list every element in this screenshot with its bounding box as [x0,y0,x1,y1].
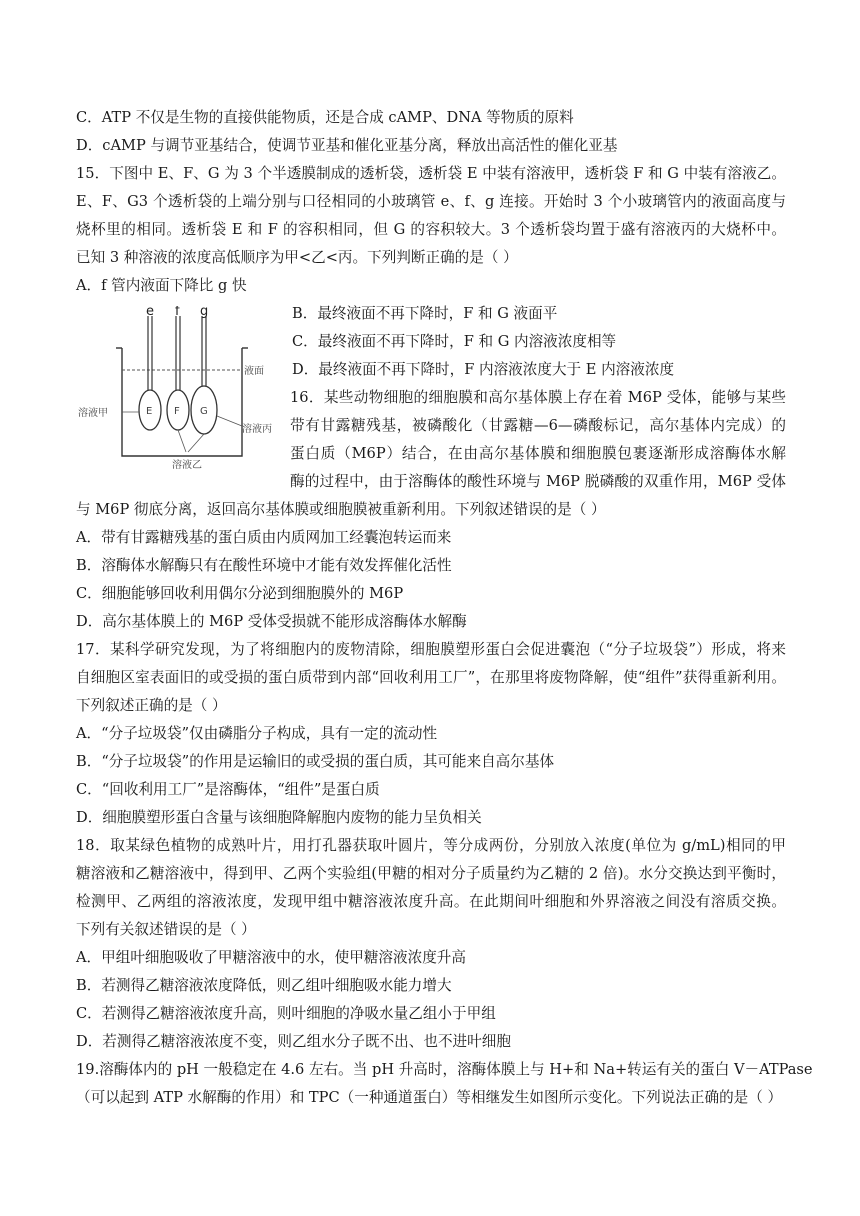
option-15c: C．最终液面不再下降时，F 和 G 内溶液浓度相等 [292,333,617,350]
option-16a: A．带有甘露糖残基的蛋白质由内质网加工经囊泡转运而来 [76,529,452,546]
question-15-line3: 烧杯里的相同。透析袋 E 和 F 的容积相同，但 G 的容积较大。3 个透析袋均置于盛有溶液丙的大烧杯中。 [76,221,786,238]
option-16b: B．溶酶体水解酶只有在酸性环境中才能有效发挥催化活性 [76,557,452,574]
option-17b: B．“分子垃圾袋”的作用是运输旧的或受损的蛋白质，其可能来自高尔基体 [76,753,555,770]
option-18d: D．若测得乙糖溶液浓度不变，则乙组水分子既不出、也不进叶细胞 [76,1033,511,1050]
option-18a: A．甲组叶细胞吸收了甲糖溶液中的水，使甲糖溶液浓度升高 [76,949,466,966]
dialysis-bag-figure [76,306,282,474]
option-18c: C．若测得乙糖溶液浓度升高，则叶细胞的净吸水量乙组小于甲组 [76,1005,496,1022]
bag-label-f: F [174,406,180,417]
question-19-line1: 19.溶酶体内的 pH 一般稳定在 4.6 左右。当 pH 升高时，溶酶体膜上与 H+和 Na+转运有关的蛋白 V－ATPase [76,1061,813,1078]
question-16-line1: 16．某些动物细胞的细胞膜和高尔基体膜上存在着 M6P 受体，能够与某些 [290,389,786,406]
tube-label-g: g [200,306,209,319]
tube-label-f: f [175,306,180,319]
question-15-line1: 15．下图中 E、F、G 为 3 个半透膜制成的透析袋，透析袋 E 中装有溶液甲，透析袋 F 和 G 中装有溶液乙。 [76,165,786,182]
question-17-line1: 17．某科学研究发现，为了将细胞内的废物清除，细胞膜塑形蛋白会促进囊泡（“分子垃圾袋”）形成，将来 [76,641,786,658]
option-15a: A．f 管内液面下降比 g 快 [76,277,247,294]
label-solution-bing: 溶液丙 [242,424,272,435]
question-18-line2: 糖溶液和乙糖溶液中，得到甲、乙两个实验组(甲糖的相对分子质量约为乙糖的 2 倍)。水分交换达到平衡时， [76,865,786,882]
label-solution-jia: 溶液甲 [78,408,108,419]
option-16c: C．细胞能够回收利用偶尔分泌到细胞膜外的 M6P [76,585,404,602]
question-15-line4: 已知 3 种溶液的浓度高低顺序为甲<乙<丙。下列判断正确的是（ ） [76,249,518,266]
option-14d: D．cAMP 与调节亚基结合，使调节亚基和催化亚基分离，释放出高活性的催化亚基 [76,137,618,154]
option-17a: A．“分子垃圾袋”仅由磷脂分子构成，具有一定的流动性 [76,725,438,742]
label-solution-yi: 溶液乙 [172,460,202,471]
question-19-line2: （可以起到 ATP 水解酶的作用）和 TPC（一种通道蛋白）等相继发生如图所示变化。下列说法正确的是（ ） [76,1089,783,1106]
tube-g [202,316,206,386]
question-18-line4: 下列有关叙述错误的是（ ） [76,921,256,938]
question-17-line3: 下列叙述正确的是（ ） [76,697,227,714]
bag-label-e: E [146,406,153,417]
question-17-line2: 自细胞区室表面旧的或受损的蛋白质带到内部“回收利用工厂”，在那里将废物降解，使“组件”获得重新利用。 [76,669,786,686]
question-16-line2: 带有甘露糖残基，被磷酸化（甘露糖—6—磷酸标记，高尔基体内完成）的 [290,417,786,434]
tube-f [176,316,180,390]
bag-label-g: G [200,406,208,417]
tube-e [148,316,152,390]
tube-label-e: e [146,306,154,319]
question-16-line5: 与 M6P 彻底分离，返回高尔基体膜或细胞膜被重新利用。下列叙述错误的是（ ） [76,501,606,518]
option-18b: B．若测得乙糖溶液浓度降低，则乙组叶细胞吸水能力增大 [76,977,452,994]
option-15b: B．最终液面不再下降时，F 和 G 液面平 [292,305,558,322]
question-16-line4: 酶的过程中，由于溶酶体的酸性环境与 M6P 脱磷酸的双重作用，M6P 受体 [290,473,786,490]
question-18-line3: 检测甲、乙两组的溶液浓度，发现甲组中糖溶液浓度升高。在此期间叶细胞和外界溶液之间没有溶质交换。 [76,893,786,910]
question-15-line2: E、F、G3 个透析袋的上端分别与口径相同的小玻璃管 e、f、g 连接。开始时 3 个小玻璃管内的液面高度与 [76,193,786,210]
label-liquid-surface: 液面 [244,366,264,377]
option-14c: C．ATP 不仅是生物的直接供能物质，还是合成 cAMP、DNA 等物质的原料 [76,109,574,126]
option-17d: D．细胞膜塑形蛋白含量与该细胞降解胞内废物的能力呈负相关 [76,809,482,826]
question-18-line1: 18．取某绿色植物的成熟叶片，用打孔器获取叶圆片，等分成两份，分别放入浓度(单位为 g/mL)相同的甲 [76,837,786,854]
option-15d: D．最终液面不再下降时，F 内溶液浓度大于 E 内溶液浓度 [292,361,675,378]
option-17c: C．“回收利用工厂”是溶酶体，“组件”是蛋白质 [76,781,380,798]
question-16-line3: 蛋白质（M6P）结合，在由高尔基体膜和细胞膜包裹逐渐形成溶酶体水解 [290,445,786,462]
option-16d: D．高尔基体膜上的 M6P 受体受损就不能形成溶酶体水解酶 [76,613,467,630]
